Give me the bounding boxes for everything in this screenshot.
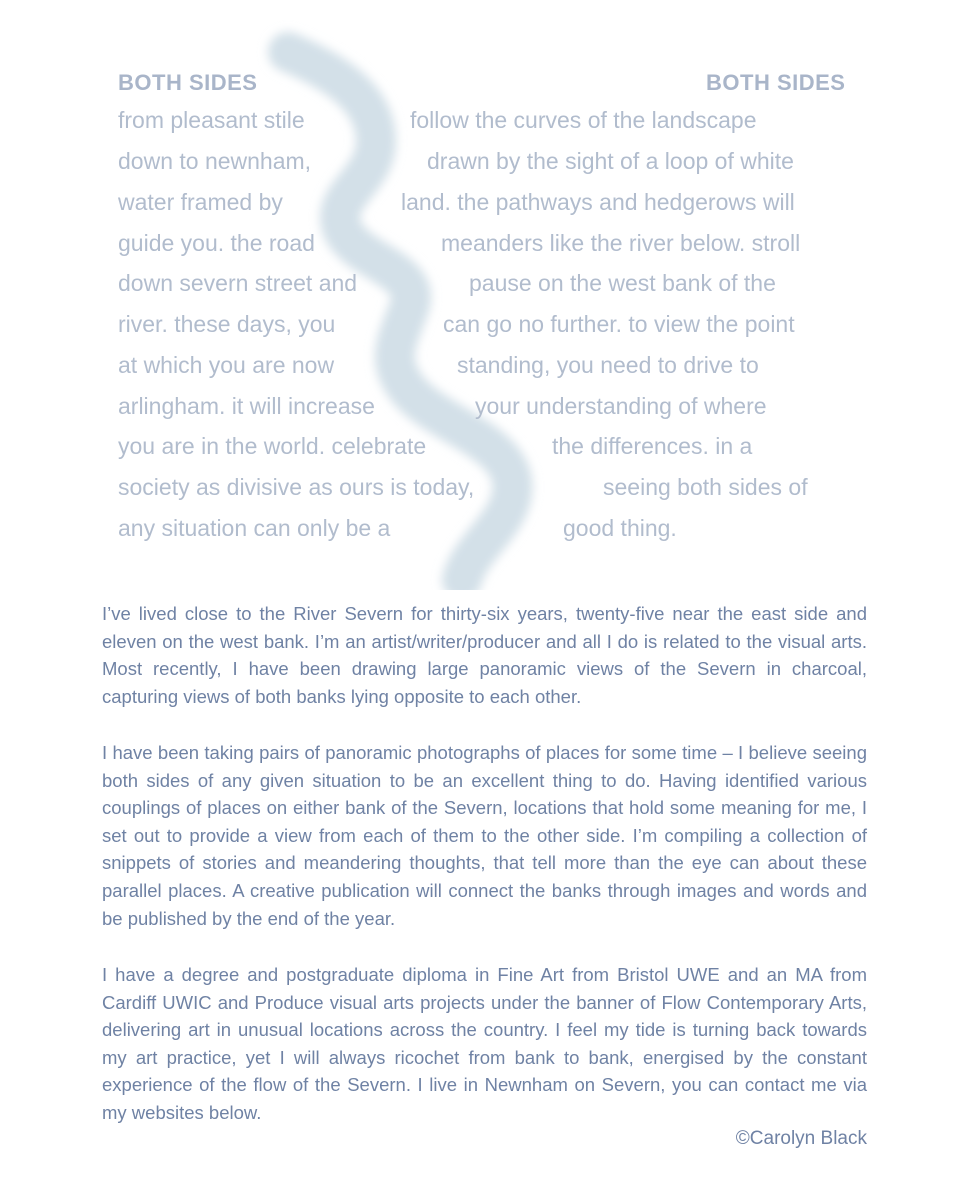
poem-line-left: down severn street and (118, 270, 358, 296)
bio-paragraph: I have a degree and postgraduate diploma in Fine Art from Bristol UWE and an MA from Cardiff UWIC and Produce visual arts projects under the banner of Flow Contemporary Arts, delivering art in unusual locations across the country. I feel my tide is turning back towards my art practice, yet I will always ricochet from bank to bank, energised by the constant experience of the flow of the Severn. I live in Newnham on Severn, you can contact me via my websites below. (102, 964, 867, 1123)
poem-line-left: at which you are now (118, 352, 335, 378)
poem-heading-right: BOTH SIDES (706, 70, 846, 95)
poem-line-right: good thing. (563, 515, 677, 541)
poem-line-right: land. the pathways and hedgerows will (401, 189, 795, 215)
bio-paragraph: I’ve lived close to the River Severn for thirty-six years, twenty-five near the east side and eleven on the west bank. I’m an artist/writer/producer and all I do is related to the visual arts. Most recently, I have been drawing large panoramic views of the Severn in charcoal, capturing views of both banks lying opposite to each other. (102, 603, 867, 707)
author-signature: ©Carolyn Black (735, 1128, 867, 1149)
poem-line-right: drawn by the sight of a loop of white (427, 148, 794, 174)
poem-line-right: can go no further. to view the point (443, 311, 795, 337)
poem-line-left: arlingham. it will increase (118, 393, 375, 419)
poem-line-left: water framed by (118, 189, 283, 215)
poem-line-right: your understanding of where (475, 393, 767, 419)
poem-line-left: river. these days, you (118, 311, 336, 337)
poem-line-right: meanders like the river below. stroll (441, 230, 801, 256)
poem-heading-left: BOTH SIDES (118, 70, 258, 95)
poem-line-left: you are in the world. celebrate (118, 433, 427, 459)
bio-paragraph: I have been taking pairs of panoramic photographs of places for some time – I believe seeing both sides of any given situation to be an excellent thing to do. Having identified various couplings of places on either bank of the Severn, locations that hold some meaning for me, I set out to provide a view from each of them to the other side. I’m compiling a collection of snippets of stories and meandering thoughts, that tell more than the eye can about these parallel places. A creative publication will connect the banks through images and words and be published by the end of the year. (102, 742, 867, 929)
poem-line-left: any situation can only be a (118, 515, 391, 541)
poem-line-right: pause on the west bank of the (469, 270, 776, 296)
poem-line-right: seeing both sides of (603, 474, 808, 500)
poem-line-left: society as divisive as ours is today, (118, 474, 475, 500)
poem-line-left: guide you. the road (118, 230, 315, 256)
poem-line-right: follow the curves of the landscape (410, 107, 757, 133)
poem-line-left: down to newnham, (118, 148, 312, 174)
poem-line-left: from pleasant stile (118, 107, 305, 133)
poem-line-right: standing, you need to drive to (457, 352, 759, 378)
poem-line-right: the differences. in a (552, 433, 753, 459)
